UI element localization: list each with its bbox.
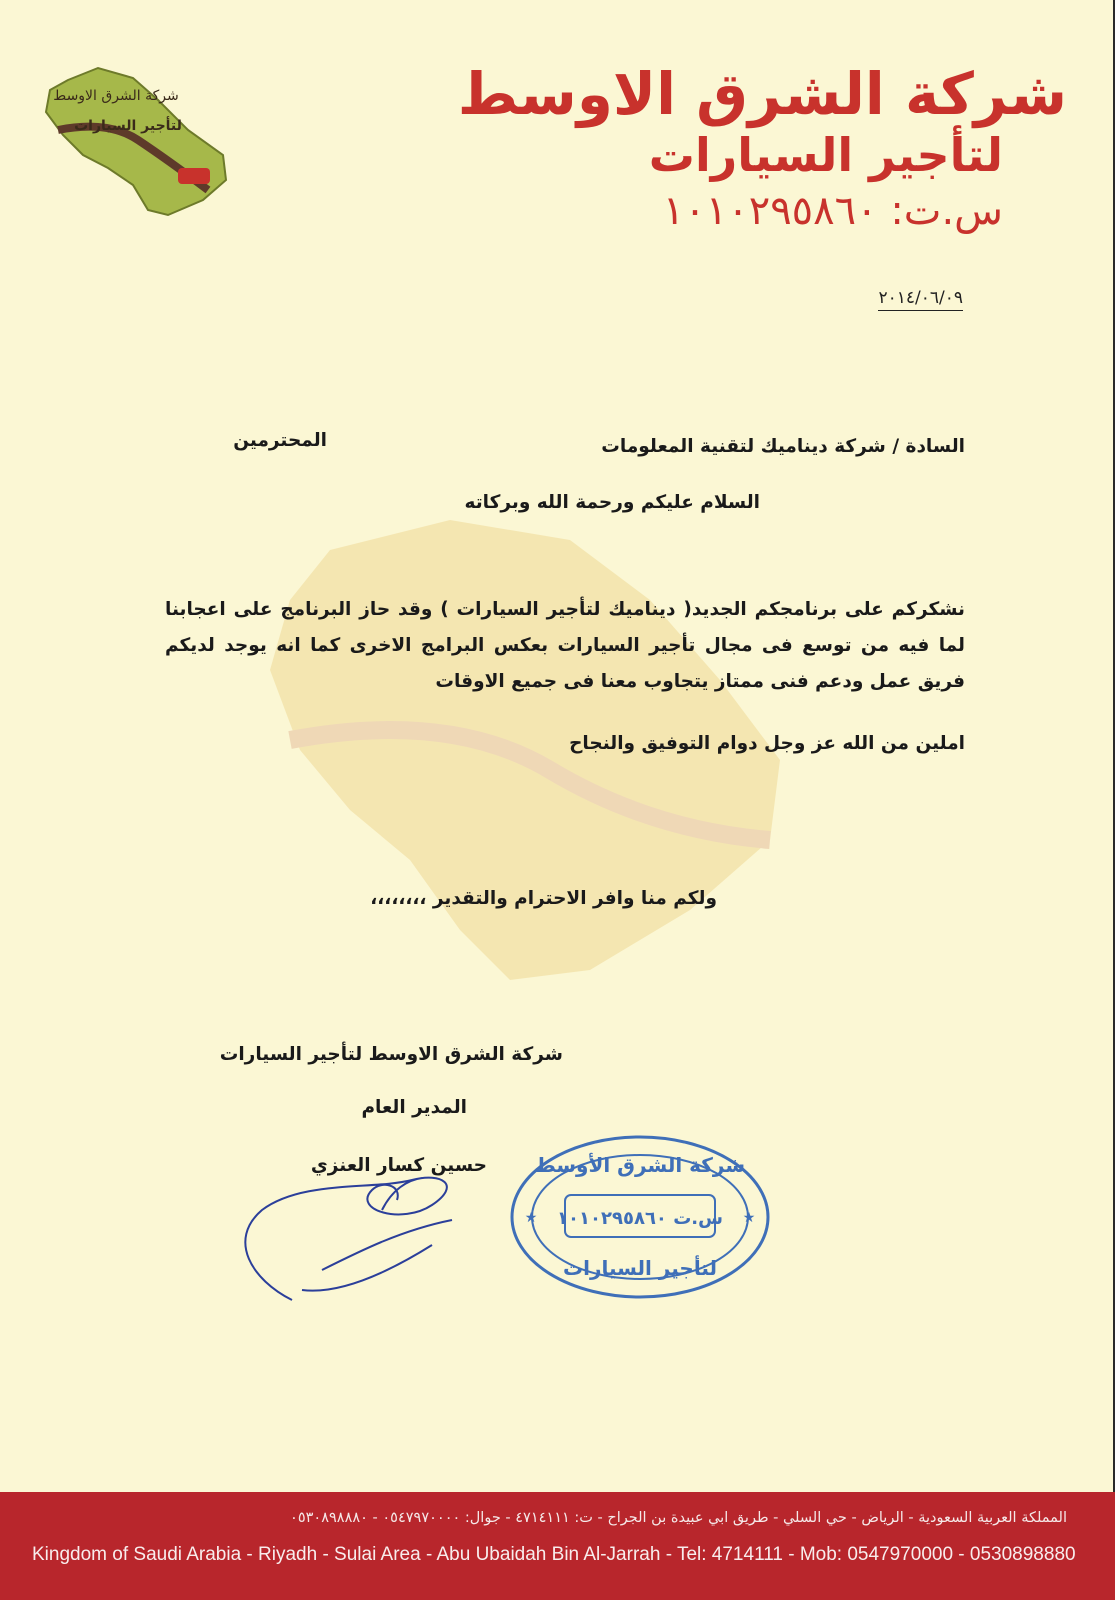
- signature-name: حسين كسار العنزي: [310, 1155, 487, 1176]
- stamp-text-bottom: لتأجير السيارات: [562, 1256, 718, 1280]
- body-paragraph: نشكركم على برنامجكم الجديد( ديناميك لتأجير السيارات ) وقد حاز البرنامج على اعجابنا لما فيه من توسع فى مجال تأجير السيارات بعكس البرامج الاخرى كما انه يوجد لديكم فريق عمل ودعم فنى ممتاز يتجاوب معنا فى جميع الاوقات: [165, 599, 965, 692]
- handwritten-signature: [232, 1150, 482, 1310]
- greeting: السلام عليكم ورحمة الله وبركاته: [464, 492, 760, 513]
- commercial-registration: س.ت: ١٠١٠٢٩٥٨٦٠: [662, 188, 1003, 234]
- respected: المحترمين: [233, 430, 327, 451]
- letter-date: ٢٠١٤/٠٦/٠٩: [878, 288, 963, 311]
- company-stamp: [505, 1130, 775, 1305]
- regards-line: ولكم منا وافر الاحترام والتقدير ،،،،،،،،: [370, 888, 717, 909]
- footer-english: Kingdom of Saudi Arabia - Riyadh - Sulai Area - Abu Ubaidah Bin Al-Jarrah - Tel: 4714111 - Mob: 0547970000 - 0530898880: [32, 1544, 1076, 1565]
- addressee: السادة / شركة ديناميك لتقنية المعلومات: [601, 436, 965, 457]
- company-logo: [38, 60, 233, 220]
- company-name: شركة الشرق الاوسط: [457, 60, 1067, 128]
- signature-company: شركة الشرق الاوسط لتأجير السيارات: [219, 1044, 563, 1065]
- footer-bar: [0, 1492, 1115, 1600]
- closing-wish: املين من الله عز وجل دوام التوفيق والنجاح: [569, 733, 965, 754]
- logo-text-bottom: لتأجير السيارات: [74, 118, 182, 134]
- watermark-logo: [250, 510, 790, 1010]
- signature-title: المدير العام: [361, 1097, 467, 1118]
- footer-arabic: المملكة العربية السعودية - الرياض - حي السلي - طريق ابي عبيدة بن الجراح - ت: ٤٧١٤١١١ - جوال: ٠٥٤٧٩٧٠٠٠٠ - ٠٥٣٠٨٩٨٨٨٠: [290, 1510, 1067, 1526]
- company-subtitle: لتأجير السيارات: [648, 128, 1003, 182]
- stamp-text-top: شركة الشرق الأوسط: [534, 1153, 746, 1177]
- stamp-text-middle: س.ت ١٠١٠٢٩٥٨٦٠: [557, 1208, 723, 1229]
- svg-text:★: ★: [742, 1210, 756, 1226]
- logo-text-top: شركة الشرق الاوسط: [53, 88, 179, 104]
- svg-text:★: ★: [524, 1210, 538, 1226]
